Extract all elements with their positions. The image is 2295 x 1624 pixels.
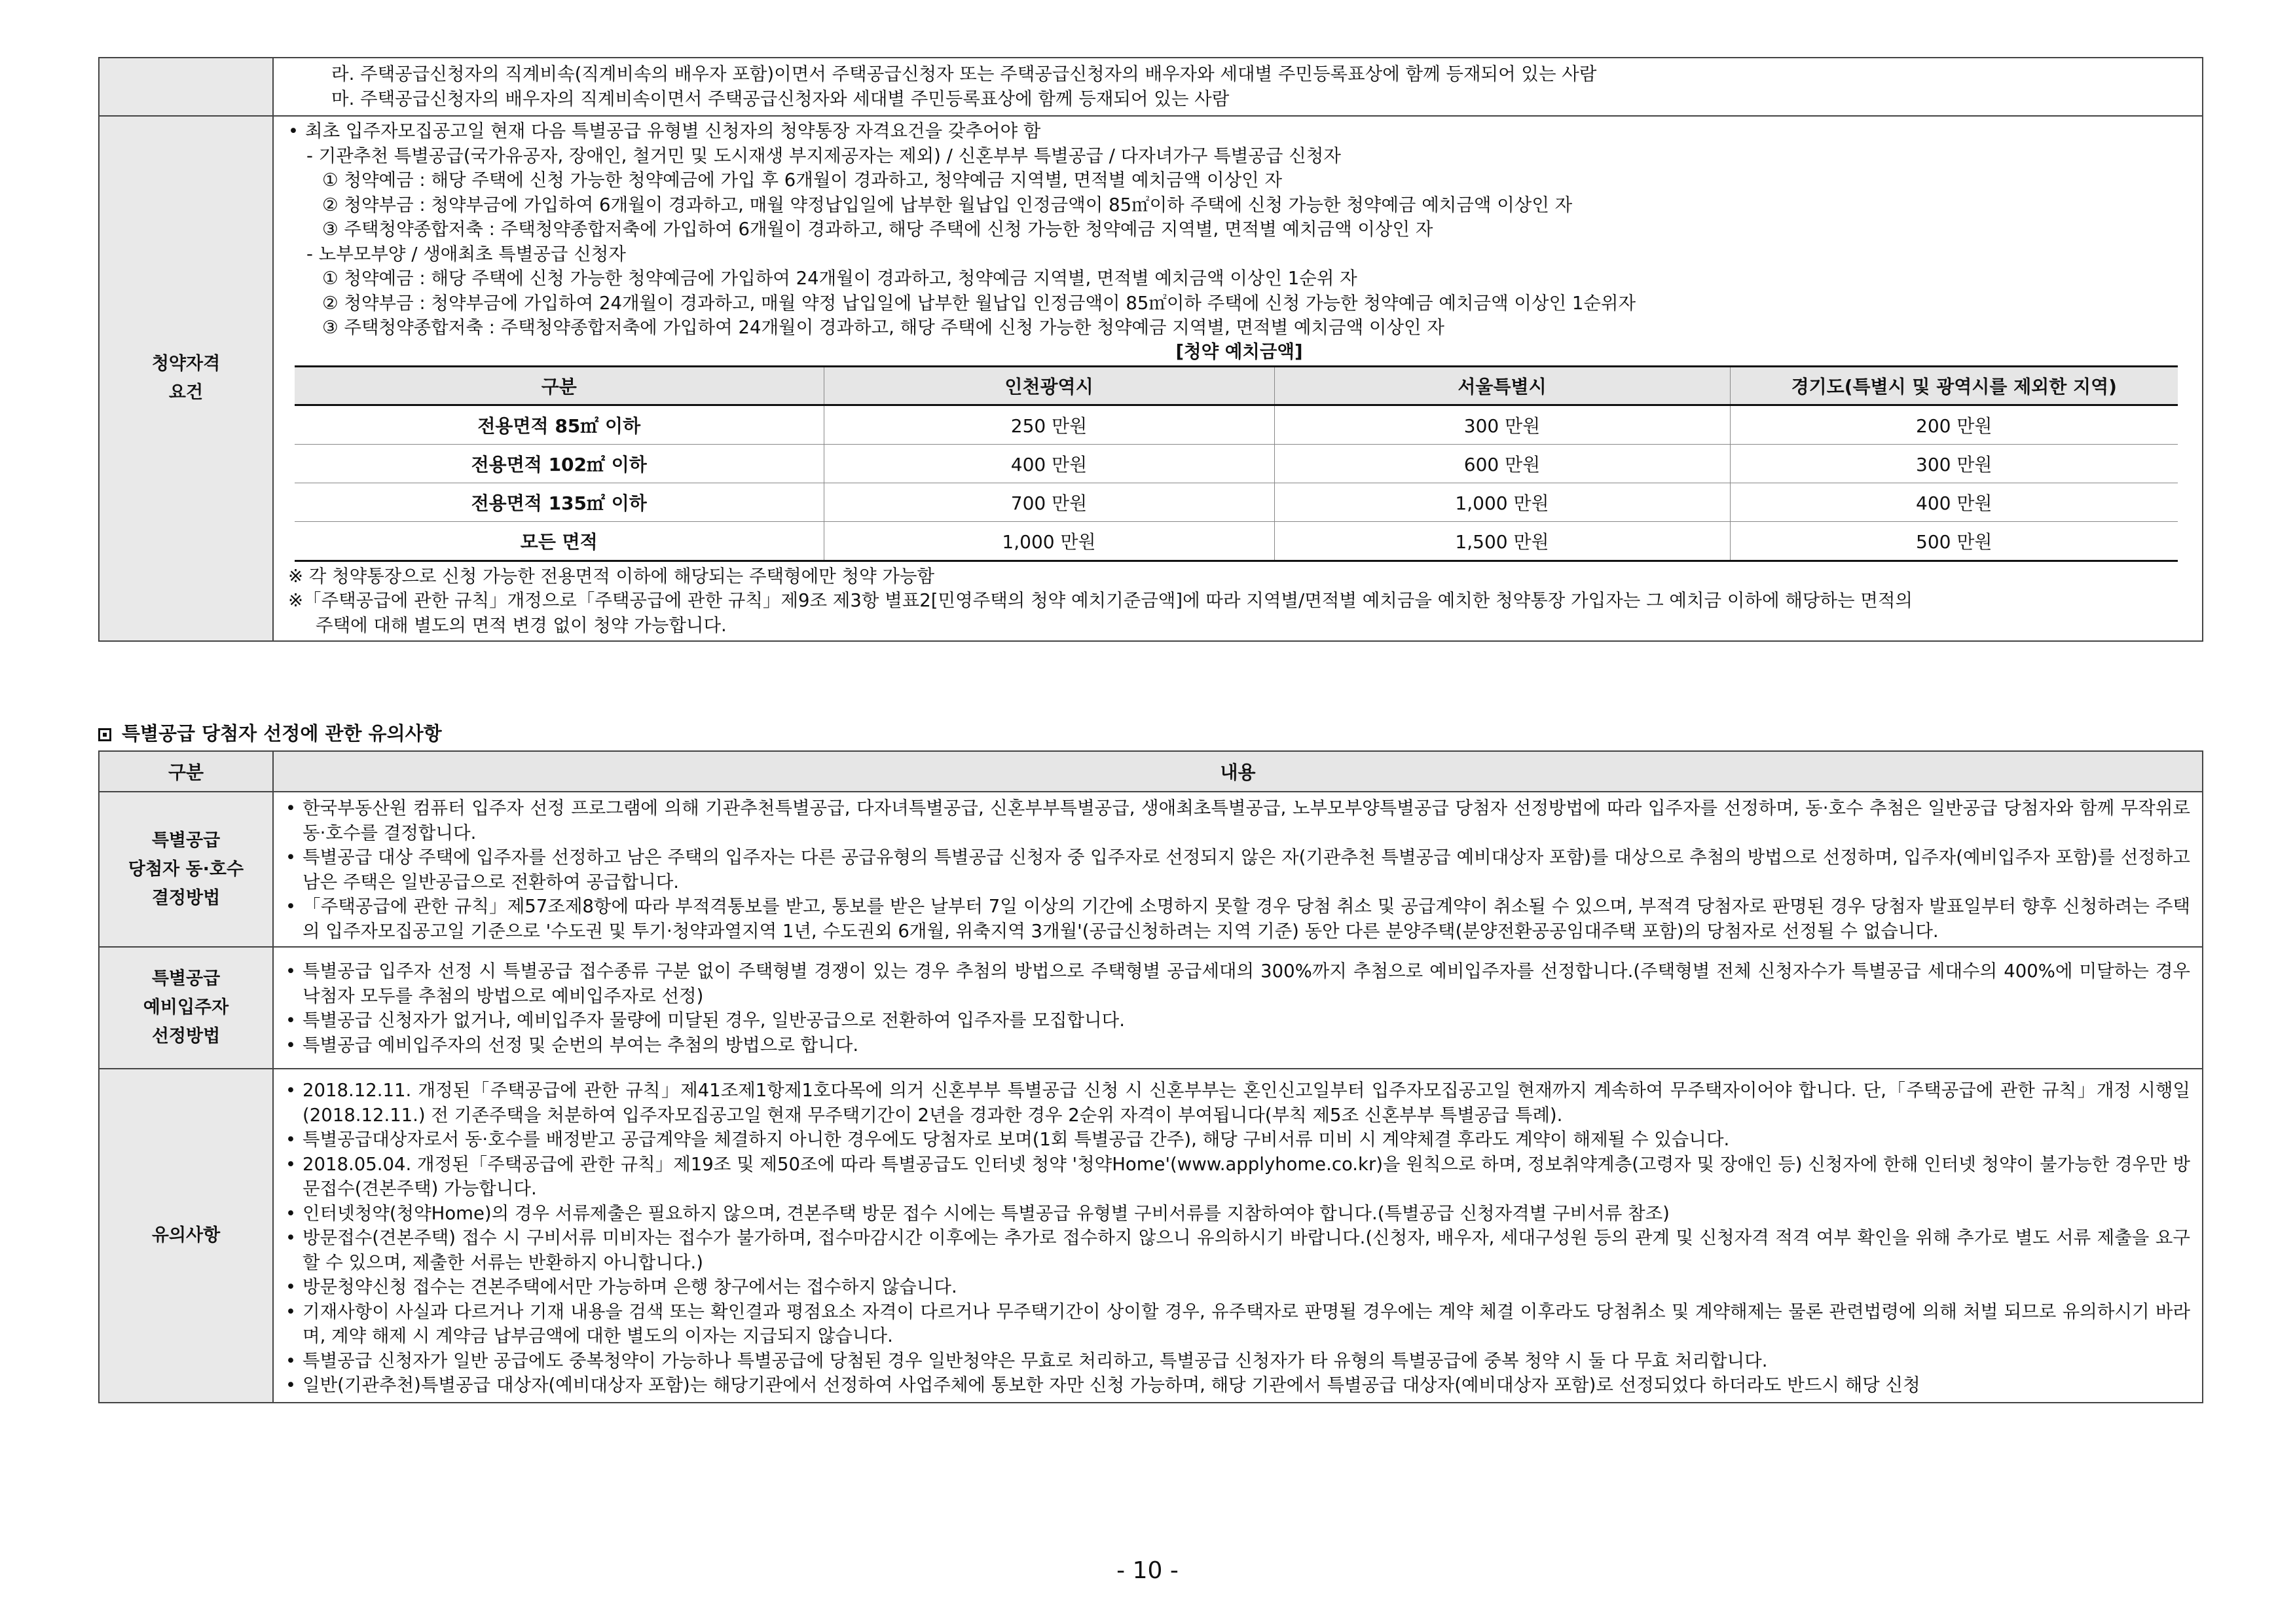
area-label: 전용면적 85㎡ 이하: [295, 405, 824, 444]
area-label: 전용면적 102㎡ 이하: [295, 444, 824, 483]
table-row: [99, 947, 2203, 1069]
bullet-text: 특별공급 신청자가 없거나, 예비입주자 물량에 미달된 경우, 일반공급으로 전환하여 입주자를 모집합니다.: [303, 1010, 1125, 1031]
content-cell: [273, 792, 2203, 947]
table-cell: 1,000 만원: [1274, 483, 1730, 521]
bullet-icon: •: [285, 847, 296, 868]
table-row: [99, 1069, 2203, 1403]
section-title: [98, 719, 442, 746]
table-row: [295, 483, 2178, 521]
row-label-reserve-selection: [99, 947, 273, 1069]
list-item: [285, 796, 2190, 845]
deposit-amount-table: [295, 365, 2178, 562]
group-item: ① 청약예금 : 해당 주택에 신청 가능한 청약예금에 가입하여 24개월이 경과하고, 청약예금 지역별, 면적별 예치금액 이상인 1순위 자: [322, 268, 1357, 289]
bullet-icon: •: [285, 798, 296, 819]
definition-line-ra: 라. 주택공급신청자의 직계비속(직계비속의 배우자 포함)이면서 주택공급신청자 또는 주택공급신청자의 배우자와 세대별 주민등록표상에 함께 등재되어 있는 사람: [331, 64, 1597, 84]
table-row: [99, 116, 2203, 641]
bullet-text: 2018.12.11. 개정된「주택공급에 관한 규칙」제41조제1항제1호다목에 의거 신혼부부 특별공급 신청 시 신혼부부는 혼인신고일부터 입주자모집공고일 현재까지 계속하여 무주택자이어야 합니다. 단,「주택공급에 관한 규칙」개정 시행일(2018.12.11.) 전 기존주택을 처분하여 입주자모집공고일 현재 무주택기간이 2년을 경과한 경우 2순위 자격이 부여됩니다(부칙 제5조 신혼부부 특별공급 특례).: [303, 1080, 2190, 1126]
bullet-icon: •: [285, 1010, 296, 1031]
bullet-text: 특별공급대상자로서 동·호수를 배정받고 공급계약을 체결하지 아니한 경우에도 당첨자로 보며(1회 특별공급 간주), 해당 구비서류 미비 시 계약체결 후라도 계약이 해제될 수 있습니다.: [303, 1129, 1730, 1150]
bullet-icon: •: [285, 1228, 296, 1248]
list-item: [285, 1202, 2190, 1227]
qualification-content-cell: [273, 116, 2203, 641]
special-supply-notice-table: [98, 750, 2203, 1403]
group-item: ③ 주택청약종합저축 : 주택청약종합저축에 가입하여 24개월이 경과하고, 해당 주택에 신청 가능한 청약예금 지역별, 면적별 예치금액 이상인 자: [322, 317, 1444, 338]
column-header: 서울특별시: [1274, 366, 1730, 405]
definition-line-ma: 마. 주택공급신청자의 배우자의 직계비속이면서 주택공급신청자와 세대별 주민등록표상에 함께 등재되어 있는 사람: [331, 88, 1230, 109]
bullet-icon: •: [288, 121, 299, 141]
table-cell: 300 만원: [1274, 405, 1730, 444]
label-line: 결정방법: [151, 887, 221, 908]
bullet-text: 방문청약신청 접수는 견본주택에서만 가능하며 은행 창구에서는 접수하지 않습니다.: [303, 1276, 957, 1297]
list-item: [285, 1008, 2190, 1033]
table-row: [99, 792, 2203, 947]
bullet-text: 2018.05.04. 개정된「주택공급에 관한 규칙」제19조 및 제50조에 따라 특별공급도 인터넷 청약 '청약Home'(www.applyhome.co.kr)을 원칙으로 하며, 정보취약계층(고령자 및 장애인 등) 신청자에 한해 인터넷 청약이 불가능한 경우만 방문접수(견본주택) 가능합니다.: [303, 1153, 2190, 1199]
label-line: 선정방법: [151, 1026, 221, 1046]
table-row: [99, 58, 2203, 116]
note-line: ※ 각 청약통장으로 신청 가능한 전용면적 이하에 해당되는 주택형에만 청약 가능함: [288, 565, 935, 587]
list-item: [285, 959, 2190, 1008]
list-item: [285, 1153, 2190, 1202]
bullet-text: 인터넷청약(청약Home)의 경우 서류제출은 필요하지 않으며, 견본주택 방문 접수 시에는 특별공급 유형별 구비서류를 지참하여야 합니다.(특별공급 신청자격별 구비서류 참조): [303, 1202, 1670, 1224]
page-number: - 10 -: [1116, 1557, 1179, 1584]
list-item: [285, 1033, 2190, 1058]
table-header-row: [295, 366, 2178, 405]
bullet-text: 한국부동산원 컴퓨터 입주자 선정 프로그램에 의해 기관추천특별공급, 다자녀특별공급, 신혼부부특별공급, 생애최초특별공급, 노부모부양특별공급 당첨자 선정방법에 따라 입주자를 선정하며, 동·호수 추첨은 일반공급 당첨자와 함께 무작위로 동·호수를 결정합니다.: [303, 798, 2190, 843]
table-cell: 500 만원: [1730, 521, 2178, 561]
list-item: [288, 119, 2190, 144]
bullet-text: 특별공급 입주자 선정 시 특별공급 접수종류 구분 없이 주택형별 경쟁이 있는 경우 추첨의 방법으로 주택형별 공급세대의 300%까지 추첨으로 예비입주자를 선정합니다.(주택형별 전체 신청자수가 특별공급 세대수의 400%에 미달하는 경우 낙첨자 모두를 추첨의 방법으로 예비입주자로 선정): [303, 961, 2190, 1006]
label-line: 청약자격: [151, 354, 221, 374]
bullet-text: 특별공급 대상 주택에 입주자를 선정하고 남은 주택의 입주자는 다른 공급유형의 특별공급 신청자 중 입주자로 선정되지 않은 자(기관추천 특별공급 예비대상자 포함)를 대상으로 추첨의 방법으로 선정하며, 입주자(예비입주자 포함)를 선정하고 남은 주택은 일반공급으로 전환하여 공급합니다.: [303, 847, 2190, 893]
bullet-text: 특별공급 신청자가 일반 공급에도 중복청약이 가능하나 특별공급에 당첨된 경우 일반청약은 무효로 처리하고, 특별공급 신청자가 타 유형의 특별공급에 중복 청약 시 둘 다 무효 처리합니다.: [303, 1350, 1768, 1371]
row-label-unit-decision: [99, 792, 273, 947]
table-cell: 700 만원: [824, 483, 1274, 521]
note-line: ※「주택공급에 관한 규칙」개정으로「주택공급에 관한 규칙」제9조 제3항 별표2[민영주택의 청약 예치기준금액]에 따라 지역별/면적별 예치금을 예치한 청약통장 가입자는 그 예치금 이하에 해당하는 면적의: [288, 590, 1913, 611]
bullet-icon: •: [285, 1154, 296, 1175]
table-header-row: [99, 751, 2203, 792]
column-header: 인천광역시: [824, 366, 1274, 405]
group-item: ③ 주택청약종합저축 : 주택청약종합저축에 가입하여 6개월이 경과하고, 해당 주택에 신청 가능한 청약예금 지역별, 면적별 예치금액 이상인 자: [322, 219, 1433, 240]
bullet-icon: •: [285, 1203, 296, 1224]
table-cell: 400 만원: [1730, 483, 2178, 521]
group-item: ② 청약부금 : 청약부금에 가입하여 24개월이 경과하고, 매월 약정 납입일에 납부한 월납입 인정금액이 85㎡이하 주택에 신청 가능한 청약예금 예치금액 이상인 1순위자: [322, 292, 1636, 314]
row-label-notes: [99, 1069, 273, 1403]
bullet-icon: •: [285, 896, 296, 917]
column-header: 경기도(특별시 및 광역시를 제외한 지역): [1730, 366, 2178, 405]
bullet-icon: •: [285, 1375, 296, 1395]
bullet-icon: •: [285, 961, 296, 982]
group-item: ① 청약예금 : 해당 주택에 신청 가능한 청약예금에 가입 후 6개월이 경과하고, 청약예금 지역별, 면적별 예치금액 이상인 자: [322, 170, 1283, 191]
column-header: 구분: [295, 366, 824, 405]
table-cell: 1,500 만원: [1274, 521, 1730, 561]
row-label-qualification: [99, 116, 273, 641]
table-row: [295, 405, 2178, 444]
bullet-text: 「주택공급에 관한 규칙」제57조제8항에 따라 부적격통보를 받고, 통보를 받은 날부터 7일 이상의 기간에 소명하지 못할 경우 당첨 취소 및 공급계약이 취소될 수 있으며, 부적격 당첨자로 판명된 경우 당첨자 발표일부터 향후 신청하려는 주택의 입주자모집공고일 기준으로 '수도권 및 투기·청약과열지역 1년, 수도권외 6개월, 위축지역 3개월'(공급신청하려는 지역 기준) 동안 다른 분양주택(분양전환공공임대주택 포함)의 당첨자로 선정될 수 없습니다.: [303, 896, 2190, 942]
note-line: 주택에 대해 별도의 면적 변경 없이 청약 가능합니다.: [316, 614, 727, 636]
label-line: 유의사항: [151, 1225, 221, 1246]
square-bullet-icon: [98, 728, 111, 741]
table-cell: 250 만원: [824, 405, 1274, 444]
bullet-icon: •: [285, 1277, 296, 1297]
bullet-text: 기재사항이 사실과 다르거나 기재 내용을 검색 또는 확인결과 평점요소 자격이 다르거나 무주택기간이 상이할 경우, 유주택자로 판명될 경우에는 계약 체결 이후라도 당첨취소 및 계약해제는 물론 관련법령에 의해 처벌 되므로 유의하시기 바라며, 계약 해제 시 계약금 납부금액에 대한 별도의 이자는 지급되지 않습니다.: [303, 1301, 2190, 1346]
table-cell: 600 만원: [1274, 444, 1730, 483]
bullet-text: 특별공급 예비입주자의 선정 및 순번의 부여는 추첨의 방법으로 합니다.: [303, 1034, 859, 1056]
label-line: 당첨자 동·호수: [128, 858, 244, 879]
list-item: [285, 1226, 2190, 1275]
table-row: [295, 444, 2178, 483]
label-line: 특별공급: [151, 830, 221, 851]
group-title: - 노부모부양 / 생애최초 특별공급 신청자: [306, 243, 626, 265]
group-title: - 기관추천 특별공급(국가유공자, 장애인, 철거민 및 도시재생 부지제공자는 제외) / 신혼부부 특별공급 / 다자녀가구 특별공급 신청자: [306, 145, 1341, 166]
list-item: [285, 845, 2190, 895]
bullet-icon: •: [285, 1301, 296, 1322]
list-item: [285, 1300, 2190, 1349]
bullet-icon: •: [285, 1035, 296, 1056]
area-label: 모든 면적: [295, 521, 824, 561]
table-cell: 300 만원: [1730, 444, 2178, 483]
content-cell: [273, 947, 2203, 1069]
section-title-text: 특별공급 당첨자 선정에 관한 유의사항: [122, 722, 442, 745]
list-item: [285, 1128, 2190, 1153]
list-item: [285, 1373, 2190, 1398]
table-cell: 400 만원: [824, 444, 1274, 483]
label-line: 특별공급: [151, 969, 221, 989]
column-header-category: 구분: [99, 751, 273, 792]
table-cell: 200 만원: [1730, 405, 2178, 444]
column-header-content: 내용: [273, 751, 2203, 792]
bullet-text: 일반(기관추천)특별공급 대상자(예비대상자 포함)는 해당기관에서 선정하여 사업주체에 통보한 자만 신청 가능하며, 해당 기관에서 특별공급 대상자(예비대상자 포함)로 선정되었다 하더라도 반드시 해당 신청: [303, 1375, 1920, 1395]
table-cell: 1,000 만원: [824, 521, 1274, 561]
list-item: [285, 1079, 2190, 1128]
relative-definition-cell: [273, 58, 2203, 116]
list-item: [285, 1275, 2190, 1300]
table-row: [295, 521, 2178, 561]
bullet-icon: •: [285, 1130, 296, 1150]
bullet-text: 최초 입주자모집공고일 현재 다음 특별공급 유형별 신청자의 청약통장 자격요건을 갖추어야 함: [305, 120, 1041, 141]
bullet-text: 방문접수(견본주택) 접수 시 구비서류 미비자는 접수가 불가하며, 접수마감시간 이후에는 추가로 접수하지 않으니 유의하시기 바랍니다.(신청자, 배우자, 세대구성원 등의 관계 및 신청자격 적격 여부 확인을 위해 추가로 별도 서류 제출을 요구할 수 있으며, 제출한 서류는 반환하지 아니합니다.): [303, 1227, 2190, 1273]
area-label: 전용면적 135㎡ 이하: [295, 483, 824, 521]
row-label-empty: [99, 58, 273, 116]
bullet-icon: •: [285, 1080, 296, 1101]
label-line: 예비입주자: [143, 997, 229, 1018]
group-item: ② 청약부금 : 청약부금에 가입하여 6개월이 경과하고, 매월 약정납입일에 납부한 월납입 인정금액이 85㎡이하 주택에 신청 가능한 청약예금 예치금액 이상인 자: [322, 194, 1573, 215]
bullet-icon: •: [285, 1350, 296, 1371]
list-item: [285, 1349, 2190, 1374]
list-item: [285, 895, 2190, 944]
label-line: 요건: [168, 382, 204, 403]
content-cell: [273, 1069, 2203, 1403]
subscription-qualification-table: [98, 57, 2203, 642]
deposit-table-caption: [청약 예치금액]: [1175, 341, 1303, 362]
